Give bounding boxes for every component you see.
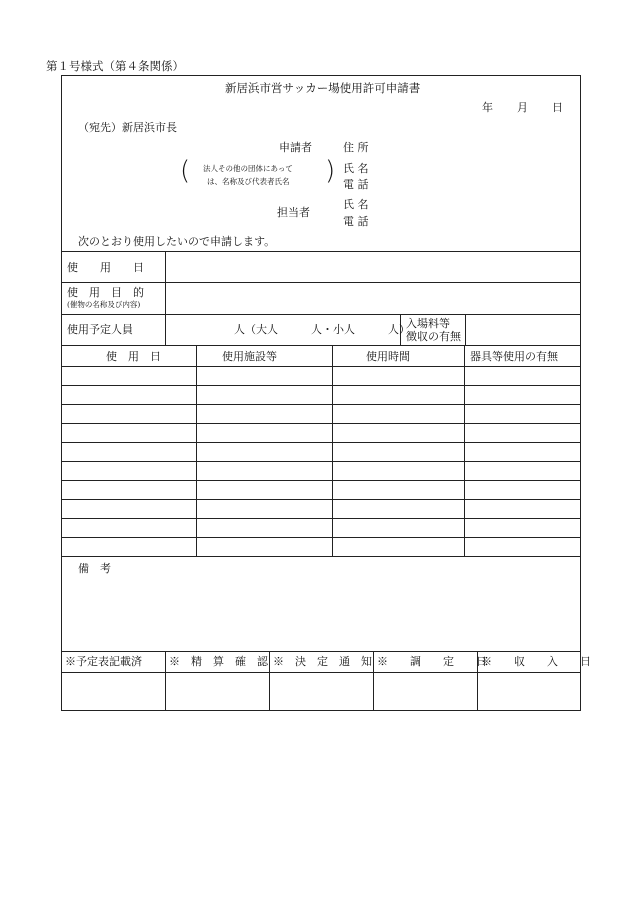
request-sentence: 次のとおり使用したいので申請します。 [78, 235, 276, 248]
divider [61, 345, 581, 346]
divider [61, 282, 581, 283]
admission-fee-label-2: 徴収の有無 [406, 330, 461, 343]
office-header-decision: ※ 決 定 通 知 [273, 655, 372, 668]
table-header-equipment: 器具等使用の有無 [470, 350, 558, 363]
date-month-label: 月 [517, 101, 528, 114]
date-day-label: 日 [552, 101, 563, 114]
table-column-divider [332, 345, 333, 556]
divider [61, 651, 581, 652]
divider [373, 651, 374, 711]
table-row [61, 404, 581, 405]
table-row [61, 423, 581, 424]
form-title: 新居浜市営サッカー場使用許可申請書 [225, 81, 421, 95]
table-row [61, 499, 581, 500]
addressee: （宛先）新居浜市長 [78, 121, 177, 134]
divider [165, 651, 166, 711]
table-row [61, 518, 581, 519]
table-header-use-date: 使 用 日 [106, 350, 161, 363]
planned-people-label: 使用予定人員 [67, 323, 133, 336]
admission-fee-label-1: 入場料等 [406, 317, 450, 330]
contact-label: 担当者 [277, 206, 310, 219]
divider [61, 314, 581, 315]
divider [61, 672, 581, 673]
corp-note-line1: 法人その他の団体にあって [203, 164, 293, 173]
contact-phone-label: 電 話 [343, 215, 369, 228]
divider [269, 651, 270, 711]
table-column-divider [196, 345, 197, 556]
applicant-name-label: 氏 名 [343, 162, 369, 175]
table-column-divider [464, 345, 465, 556]
date-year-label: 年 [482, 101, 493, 114]
table-row [61, 385, 581, 386]
divider [165, 251, 166, 345]
right-paren-icon: ) [325, 156, 336, 186]
office-header-income-date: ※ 収 入 日 [481, 655, 591, 668]
divider [61, 251, 581, 252]
table-header-time: 使用時間 [366, 350, 410, 363]
table-row [61, 442, 581, 443]
use-date-label: 使 用 日 [67, 261, 144, 274]
applicant-address-label: 住 所 [343, 141, 369, 154]
applicant-phone-label: 電 話 [343, 178, 369, 191]
office-header-schedule: ※予定表記載済 [65, 655, 142, 668]
office-header-settlement: ※ 精 算 確 認 [169, 655, 268, 668]
form-number: 第１号様式（第４条関係） [46, 59, 184, 73]
table-header-facility: 使用施設等 [222, 350, 277, 363]
contact-name-label: 氏 名 [343, 198, 369, 211]
purpose-label: 使 用 目 的 [67, 286, 144, 299]
divider [465, 314, 466, 345]
purpose-sub-label: (催物の名称及び内容) [67, 300, 141, 309]
people-count-text: 人（大人 人・小人 人） [234, 323, 410, 336]
table-row [61, 461, 581, 462]
remarks-label: 備 考 [78, 562, 111, 575]
corp-note-line2: は、名称及び代表者氏名 [207, 177, 290, 186]
table-row [61, 556, 581, 557]
table-row [61, 366, 581, 367]
applicant-label: 申請者 [279, 141, 312, 154]
office-header-adjustment-date: ※ 調 定 日 [377, 655, 487, 668]
application-form [61, 75, 581, 711]
left-paren-icon: ( [180, 156, 191, 186]
table-row [61, 480, 581, 481]
table-row [61, 537, 581, 538]
